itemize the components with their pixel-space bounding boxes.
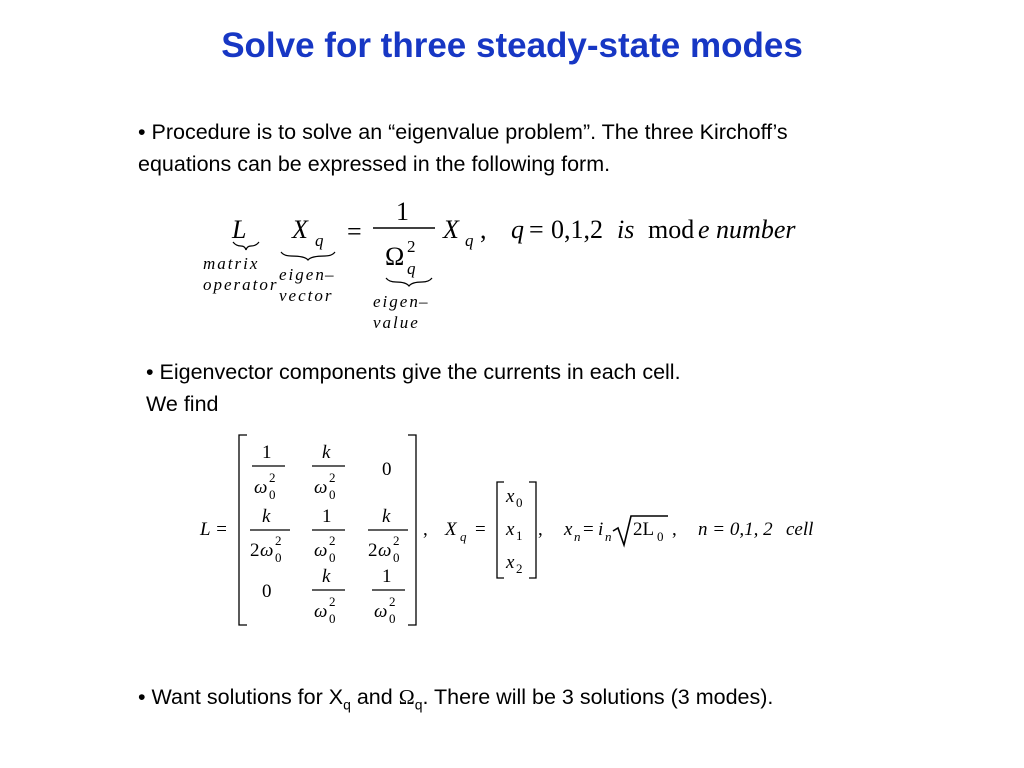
eq1-q-var: q: [511, 215, 524, 244]
eq1-L: L: [232, 215, 247, 244]
matrix-equation: [195, 430, 835, 635]
m22-num: 1: [322, 506, 332, 527]
in-sub: n: [605, 529, 612, 544]
bullet-eigenvector-line1: • Eigenvector components give the currents in each cell.: [146, 360, 681, 384]
xn-equals: =: [583, 519, 594, 540]
m12-sub: 0: [329, 487, 336, 502]
eq1-is: is: [617, 215, 635, 244]
bullet-solutions-sub-q2: q: [414, 696, 423, 713]
m11-omega: ω: [254, 477, 268, 498]
m12-num: k: [322, 442, 331, 463]
vector-left-bracket: [497, 482, 504, 578]
eq2-equals: =: [475, 519, 486, 540]
m13: 0: [382, 459, 392, 480]
eq2-X-sub: q: [460, 529, 467, 544]
m22-sub: 0: [329, 550, 336, 565]
m32-sup: 2: [329, 594, 336, 609]
m21-sup: 2: [275, 533, 282, 548]
eq1-equals2: =: [529, 215, 544, 244]
sqrt-L0-sub: 0: [657, 529, 664, 544]
m33-num: 1: [382, 566, 392, 587]
eq1-e-number: e number: [698, 215, 796, 244]
label-matrix: matrix: [203, 254, 260, 273]
label-operator: operator: [203, 275, 279, 294]
cell-label: cell: [786, 519, 814, 540]
eq1-omega: Ω: [385, 242, 405, 271]
m21-sub: 0: [275, 550, 282, 565]
m23-two: 2: [368, 540, 378, 561]
x0-sub: 0: [516, 495, 523, 510]
bullet-solutions-omega: Ω: [398, 685, 415, 709]
eq1-one: 1: [396, 197, 409, 226]
m22-sup: 2: [329, 533, 336, 548]
m23-omega: ω: [378, 540, 392, 561]
xn-sub: n: [574, 529, 581, 544]
eq1-X2: X: [443, 215, 459, 244]
label-eigen: eigen: [279, 265, 326, 284]
m31: 0: [262, 581, 272, 602]
vector-right-bracket: [529, 482, 536, 578]
m22-omega: ω: [314, 540, 328, 561]
eigenvalue-equation: [195, 190, 835, 340]
m33-sub: 0: [389, 611, 396, 626]
label-dash2: –: [419, 292, 430, 311]
bullet-eigenvector-line2: We find: [146, 392, 219, 416]
label-eigen2: eigen: [373, 292, 420, 311]
eq1-underbrace-X: [281, 252, 335, 260]
matrix-left-bracket: [239, 435, 247, 625]
eq1-equals: =: [347, 217, 362, 246]
eq1-omega-sup: 2: [407, 237, 416, 256]
xn-x: x: [564, 519, 573, 540]
m32-omega: ω: [314, 601, 328, 622]
n-values: n = 0,1, 2: [698, 519, 773, 540]
eq1-q-values: 0,1,2: [551, 215, 603, 244]
m12-sup: 2: [329, 470, 336, 485]
m11-sup: 2: [269, 470, 276, 485]
m23-num: k: [382, 506, 391, 527]
m21-two: 2: [250, 540, 260, 561]
m33-sup: 2: [389, 594, 396, 609]
m11-num: 1: [262, 442, 272, 463]
bullet-eigenvector: [146, 356, 681, 420]
m11-sub: 0: [269, 487, 276, 502]
x0: x: [506, 486, 515, 507]
eq2-comma2: ,: [538, 519, 543, 540]
x1-sub: 1: [516, 528, 523, 543]
eq1-q-sub: q: [315, 231, 324, 250]
bullet-procedure-line1: • Procedure is to solve an “eigenvalue problem”. The three Kirchoff’s: [138, 120, 788, 144]
m23-sup: 2: [393, 533, 400, 548]
m21-num: k: [262, 506, 271, 527]
slide-title: Solve for three steady-state modes: [221, 26, 803, 65]
m23-sub: 0: [393, 550, 400, 565]
m21-omega: ω: [260, 540, 274, 561]
bullet-procedure-line2: equations can be expressed in the following form.: [138, 152, 611, 176]
bullet-procedure: [138, 116, 788, 180]
eq1-X: X: [292, 215, 308, 244]
bullet-solutions-sub-q: q: [343, 696, 351, 713]
eq1-comma: ,: [480, 215, 487, 244]
eq2-comma1: ,: [423, 519, 428, 540]
label-vector: vector: [279, 286, 334, 305]
eq2-comma3: ,: [672, 519, 677, 540]
in-i: i: [598, 519, 604, 540]
bullet-solutions-suffix: . There will be 3 solutions (3 modes).: [422, 685, 774, 709]
bullet-solutions: [138, 681, 773, 720]
eq2-L: L =: [200, 519, 228, 540]
bullet-solutions-and: and: [350, 685, 399, 709]
eq1-underbrace-omega: [386, 278, 432, 286]
matrix-right-bracket: [408, 435, 416, 625]
eq1-omega-sub: q: [407, 259, 416, 278]
x2-sub: 2: [516, 561, 523, 576]
m32-sub: 0: [329, 611, 336, 626]
x1: x: [506, 519, 515, 540]
eq2-X: X: [445, 519, 457, 540]
bullet-solutions-prefix: • Want solutions for X: [138, 685, 344, 709]
m12-omega: ω: [314, 477, 328, 498]
x2: x: [506, 552, 515, 573]
eq1-q2-sub: q: [465, 231, 474, 250]
sqrt-2L: 2L: [633, 519, 655, 540]
m32-num: k: [322, 566, 331, 587]
label-dash1: –: [325, 265, 336, 284]
eq1-mod: mod: [648, 215, 695, 244]
label-value: value: [373, 313, 420, 332]
m33-omega: ω: [374, 601, 388, 622]
